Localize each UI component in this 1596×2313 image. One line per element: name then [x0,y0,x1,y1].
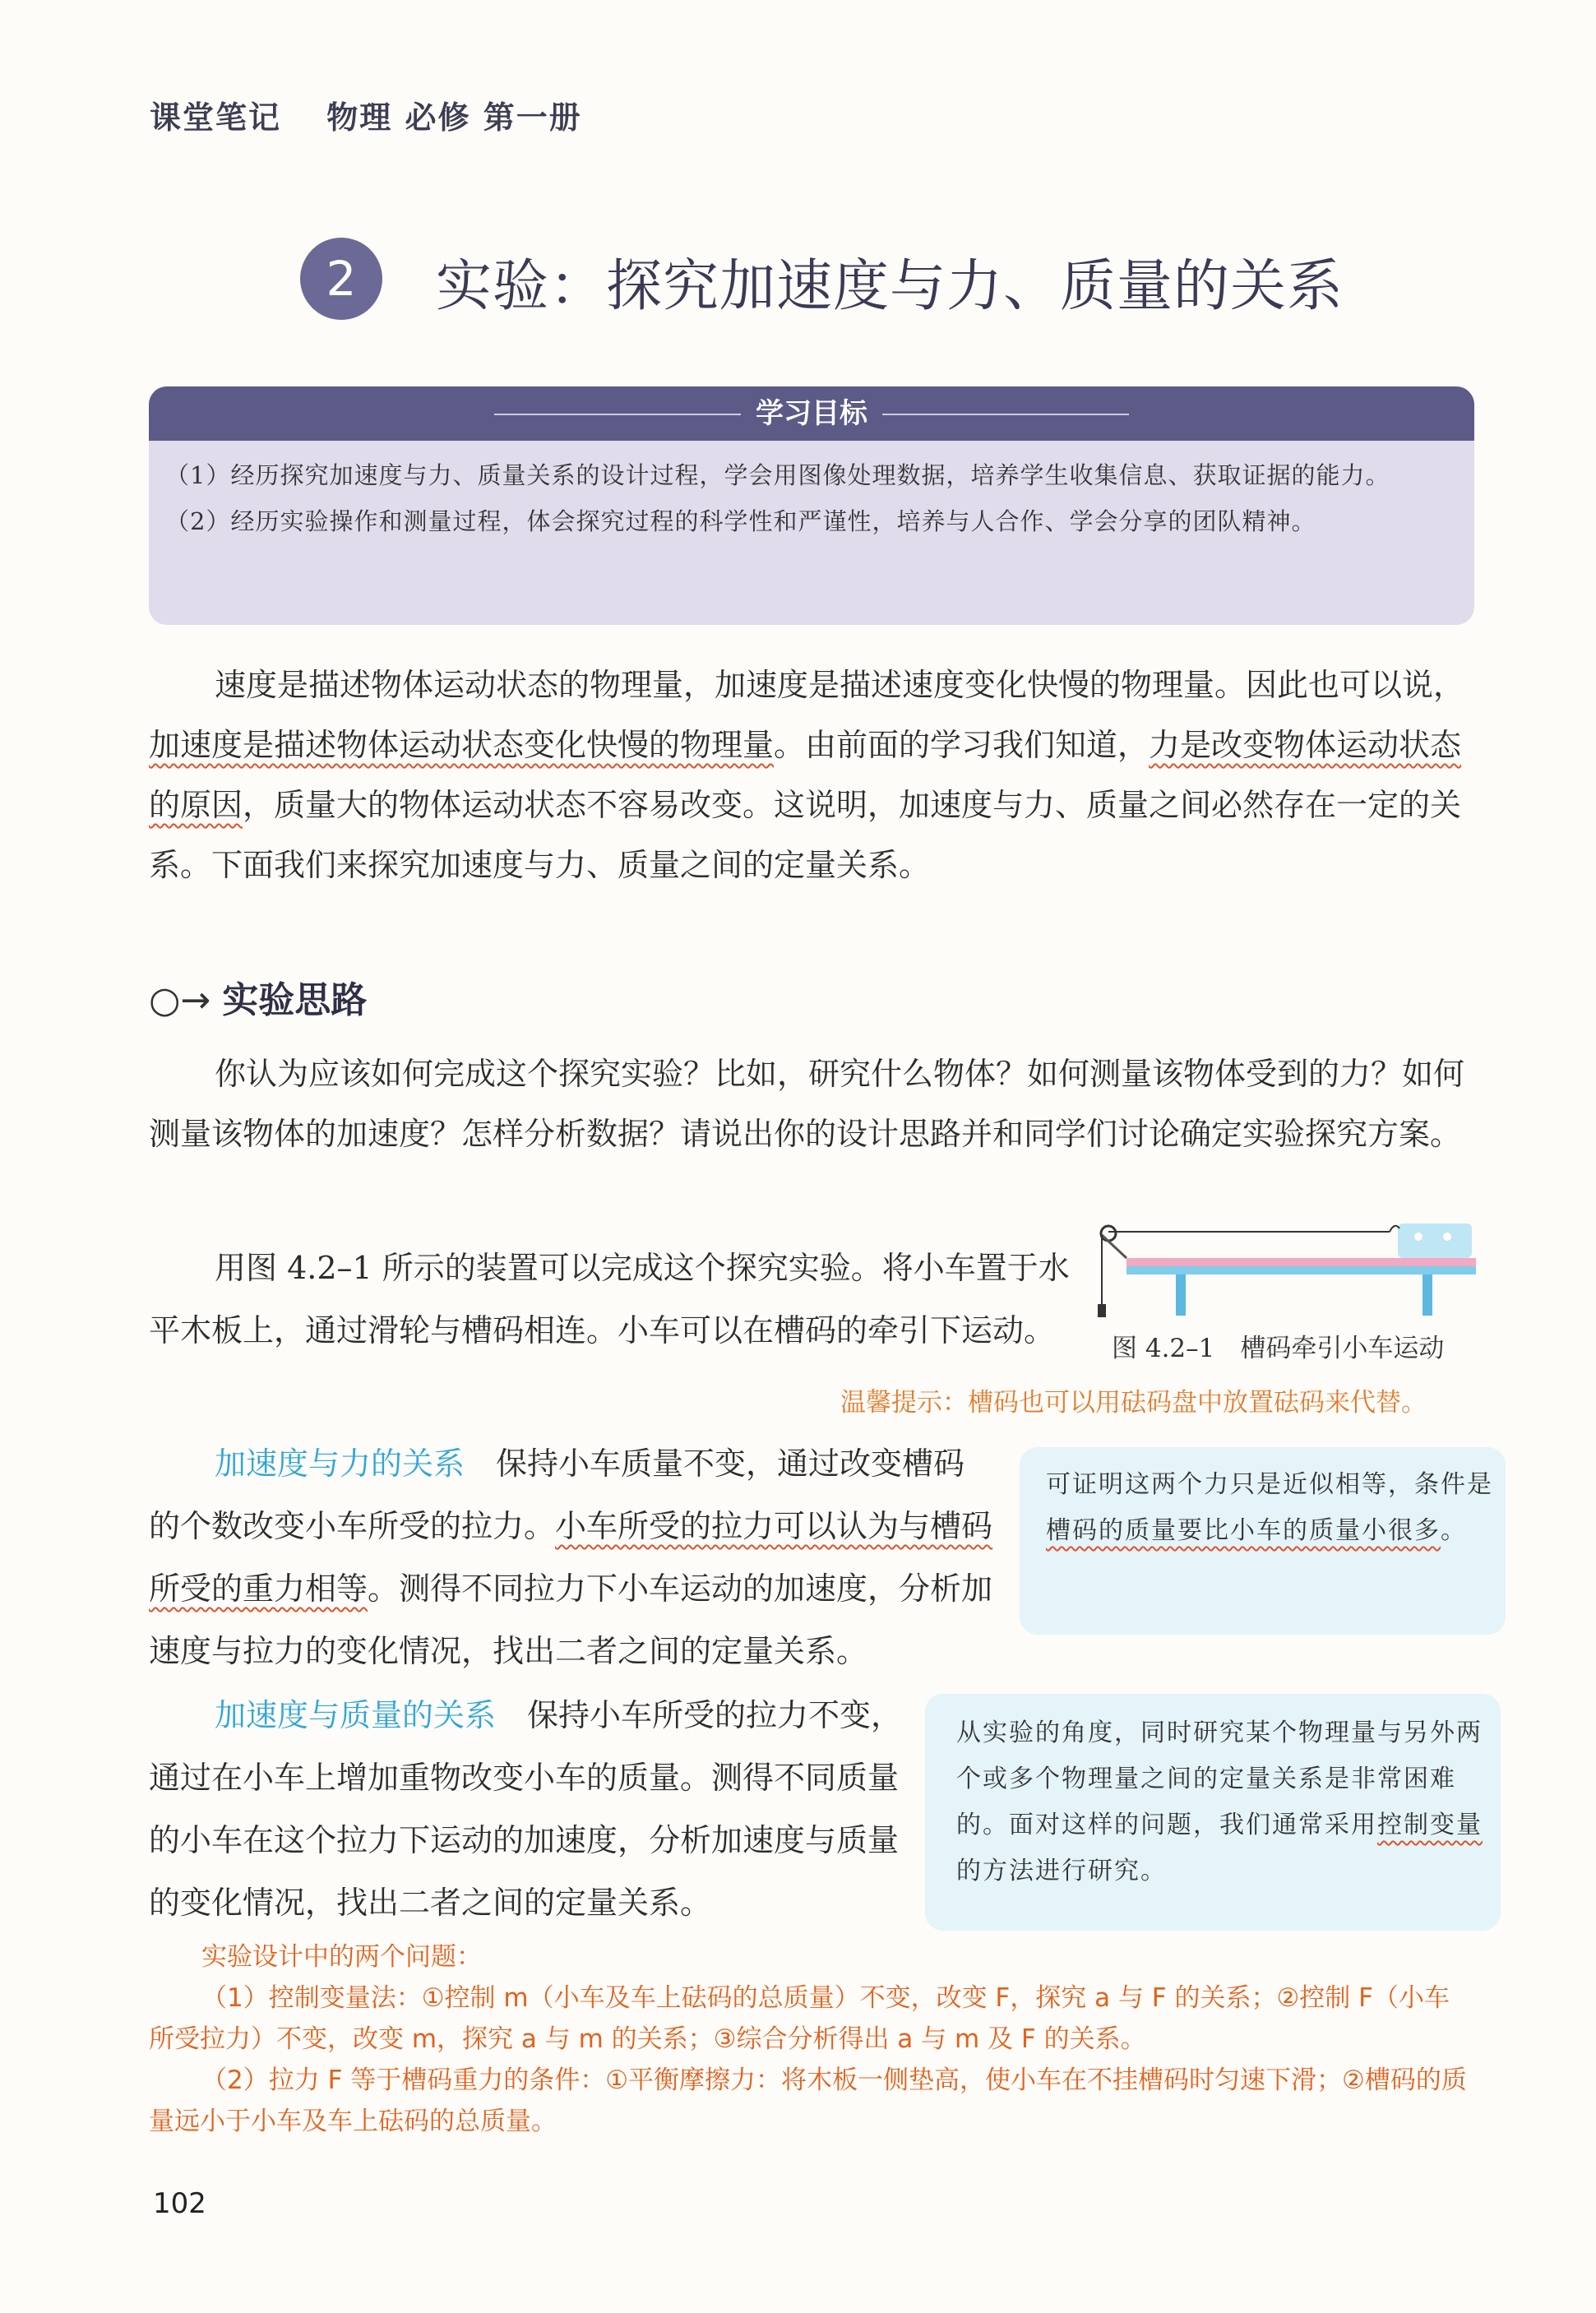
intro-paragraph: 速度是描述物体运动状态的物理量，加速度是描述速度变化快慢的物理量。因此也可以说，加速度是描述物体运动状态变化快慢的物理量。由前面的学习我们知道，力是改变物体运动状态的原因，质量大的物体运动状态不容易改变。这说明，加速度与力、质量之间必然存在一定的关系。下面我们来探究加速度与力、质量之间的定量关系。 [149,667,1465,883]
underlined-key-point: 小车所受的拉力可以认为与槽码所受的重力相等 [149,1508,993,1607]
board-top [1126,1258,1476,1266]
learning-goals-heading: 学习目标 [149,386,1474,441]
cart-pulley-figure [1094,1215,1480,1326]
section-heading: ○→ 实验思路 [149,979,368,1021]
handwritten-note: （2）拉力 F 等于槽码重力的条件：①平衡摩擦力：将木板一侧垫高，使小车在不挂槽码时匀速下滑；②槽码的质量远小于小车及车上砝码的总质量。 [149,2066,1467,2136]
learning-goals-box [149,386,1474,625]
arrow-bullet-icon: ○→ [149,979,211,1021]
force-relation-paragraph: 加速度与力的关系 保持小车质量不变，通过改变槽码的个数改变小车所受的拉力。小车所受的拉力可以认为与槽码所受的重力相等。测得不同拉力下小车运动的加速度，分析加速度与拉力的变化情况，找出二者之间的定量关系。 [149,1446,993,1669]
figure-caption: 图 4.2–1 槽码牵引小车运动 [1112,1334,1445,1363]
term-label: 加速度与力的关系 [215,1446,465,1482]
handwritten-heading: 实验设计中的两个问题： [201,1942,482,1972]
side-note: 可证明这两个力只是近似相等，条件是槽码的质量要比小车的质量小很多。 [1020,1447,1506,1635]
cart [1398,1224,1472,1258]
underlined-key-point: 控制变量 [1377,1811,1483,1839]
handwritten-note: （1）控制变量法：①控制 m（小车及车上砝码的总质量）不变，改变 F，探究 a 与 F 的关系；②控制 F（小车所受拉力）不变，改变 m，探究 a 与 m 的关系；③综合分析得出 a 与 m 及 F 的关系。 [149,1983,1450,2054]
goal-item: （2）经历实验操作和测量过程，体会探究过程的科学性和严谨性，培养与人合作、学会分享的团队精神。 [165,507,1316,535]
cart-wheel [1414,1233,1423,1241]
cart-wheel [1443,1233,1451,1241]
underlined-key-point: 槽码的质量要比小车的质量小很多 [1046,1516,1441,1545]
divider [494,414,741,415]
side-note: 从实验的角度，同时研究某个物理量与另外两个或多个物理量之间的定量关系是非常困难的。面对这样的问题，我们通常采用控制变量的方法进行研究。 [925,1694,1501,1931]
underlined-key-point: 力是改变物体运动状态的原因 [149,727,1462,823]
board-base [1126,1266,1476,1274]
goal-item: （1）经历探究加速度与力、质量关系的设计过程，学会用图像处理数据，培养学生收集信息、获取证据的能力。 [165,461,1390,489]
page-number: 102 [153,2187,206,2220]
mass-relation-paragraph: 加速度与质量的关系 保持小车所受的拉力不变，通过在小车上增加重物改变小车的质量。测得不同质量的小车在这个拉力下运动的加速度，分析加速度与质量的变化情况，找出二者之间的定量关系。 [149,1697,903,1921]
divider [882,414,1129,415]
design-paragraph: 你认为应该如何完成这个探究实验？比如，研究什么物体？如何测量该物体受到的力？如何测量该物体的加速度？怎样分析数据？请说出你的设计思路并和同学们讨论确定实验探究方案。 [149,1056,1465,1152]
running-header: 课堂笔记 物理 必修 第一册 [150,99,582,136]
apparatus-paragraph: 用图 4.2–1 所示的装置可以完成这个探究实验。将小车置于水平木板上，通过滑轮与槽码相连。小车可以在槽码的牵引下运动。 [149,1250,1070,1348]
handwritten-hint: 温馨提示：槽码也可以用砝码盘中放置砝码来代替。 [840,1388,1427,1418]
slotted-weight [1098,1304,1106,1317]
pulley-icon [1101,1226,1116,1241]
underlined-key-point: 加速度是描述物体运动状态变化快慢的物理量 [149,727,775,763]
page-title: 实验：探究加速度与力、质量的关系 [436,254,1344,319]
table-leg [1176,1274,1186,1316]
section-number-badge: 2 [300,238,382,320]
table-leg [1423,1274,1432,1316]
term-label: 加速度与质量的关系 [215,1697,497,1733]
